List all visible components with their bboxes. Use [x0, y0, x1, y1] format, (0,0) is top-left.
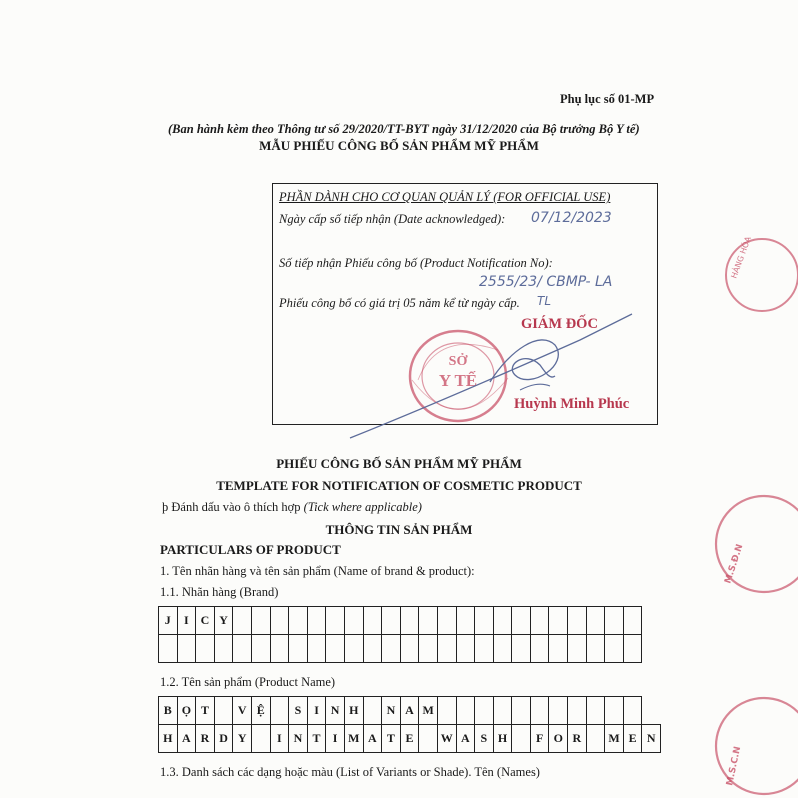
- grid-cell: [475, 607, 494, 635]
- grid-cell: Y: [214, 607, 233, 635]
- product-name-label: 1.2. Tên sản phẩm (Product Name): [160, 675, 336, 689]
- grid-cell: [382, 607, 401, 635]
- grid-cell: [512, 635, 531, 663]
- grid-cell: [623, 607, 642, 635]
- grid-cell: I: [307, 697, 326, 725]
- grid-cell: T: [382, 725, 401, 753]
- notification-title-vn: PHIẾU CÔNG BỐ SẢN PHẨM MỸ PHẨM: [276, 456, 522, 471]
- grid-cell: [512, 697, 531, 725]
- grid-cell: [605, 697, 624, 725]
- product-grid-row: [159, 697, 661, 725]
- grid-cell: M: [419, 697, 438, 725]
- grid-cell: [493, 607, 512, 635]
- grid-cell: A: [363, 725, 382, 753]
- grid-cell: [549, 607, 568, 635]
- signature-icon: [340, 290, 640, 450]
- grid-cell: H: [344, 697, 363, 725]
- grid-cell: A: [400, 697, 419, 725]
- grid-cell: [568, 697, 587, 725]
- variants-label: 1.3. Danh sách các dạng hoặc màu (List of Variants or Shade). Tên (Names): [160, 765, 540, 779]
- side-stamp-bottom-icon: [708, 690, 798, 798]
- grid-cell: S: [289, 697, 308, 725]
- grid-cell: [456, 635, 475, 663]
- grid-cell: S: [475, 725, 494, 753]
- grid-cell: [512, 607, 531, 635]
- validity-text: Phiếu công bố có giá trị 05 năm kể từ ngày cấp.: [279, 296, 520, 310]
- grid-cell: [326, 635, 345, 663]
- seal-center-text: Y TẾ: [438, 371, 478, 390]
- grid-cell: Y: [233, 725, 252, 753]
- grid-cell: [493, 697, 512, 725]
- grid-cell: J: [159, 607, 178, 635]
- grid-cell: [568, 635, 587, 663]
- grid-cell: [437, 697, 456, 725]
- grid-cell: [623, 635, 642, 663]
- grid-cell: C: [196, 607, 215, 635]
- grid-cell: [270, 635, 289, 663]
- grid-cell: N: [382, 697, 401, 725]
- grid-cell: [530, 697, 549, 725]
- grid-cell: [530, 635, 549, 663]
- grid-cell: [233, 607, 252, 635]
- grid-cell: [400, 635, 419, 663]
- grid-cell: [586, 607, 605, 635]
- side-stamp-mid-icon: [708, 484, 798, 604]
- grid-cell: [456, 697, 475, 725]
- side-stamp-top-text: HÀNG HÓA: [729, 235, 753, 280]
- grid-cell: [363, 635, 382, 663]
- grid-cell: A: [456, 725, 475, 753]
- date-acknowledged-value: 07/12/2023: [531, 210, 612, 226]
- grid-cell: [214, 697, 233, 725]
- grid-cell: R: [196, 725, 215, 753]
- grid-cell: [512, 725, 531, 753]
- seal-top-text: SỞ: [448, 354, 468, 369]
- form-title: MẪU PHIẾU CÔNG BỐ SẢN PHẨM MỸ PHẨM: [259, 138, 539, 153]
- grid-cell: R: [568, 725, 587, 753]
- grid-cell: [344, 635, 363, 663]
- grid-cell: [623, 697, 642, 725]
- grid-cell: E: [623, 725, 642, 753]
- grid-cell: M: [344, 725, 363, 753]
- grid-cell: H: [493, 725, 512, 753]
- grid-cell: [530, 607, 549, 635]
- tick-instruction-text: þ Đánh dấu vào ô thích hợp: [162, 500, 304, 514]
- brand-grid-row: [159, 607, 642, 635]
- notification-number-value: 2555/23/ CBMP- LA: [479, 274, 613, 290]
- product-name-grid: [158, 696, 661, 753]
- grid-cell: M: [605, 725, 624, 753]
- brand-product-label: 1. Tên nhãn hàng và tên sản phẩm (Name of brand & product):: [160, 564, 475, 578]
- grid-cell: D: [214, 725, 233, 753]
- grid-cell: [437, 635, 456, 663]
- grid-cell: I: [177, 607, 196, 635]
- tick-instruction: [162, 500, 422, 515]
- grid-cell: [270, 697, 289, 725]
- brand-grid-row: [159, 635, 642, 663]
- notification-number-label: Số tiếp nhận Phiếu công bố (Product Notification No):: [279, 256, 553, 270]
- brand-label: 1.1. Nhãn hàng (Brand): [160, 585, 279, 599]
- grid-cell: [475, 697, 494, 725]
- grid-cell: B: [159, 697, 178, 725]
- side-stamp-top-icon: [722, 235, 798, 315]
- grid-cell: [214, 635, 233, 663]
- grid-cell: [419, 635, 438, 663]
- grid-cell: [270, 607, 289, 635]
- grid-cell: [549, 635, 568, 663]
- grid-cell: [437, 607, 456, 635]
- grid-cell: T: [307, 725, 326, 753]
- grid-cell: [196, 635, 215, 663]
- grid-cell: [363, 607, 382, 635]
- grid-cell: N: [289, 725, 308, 753]
- grid-cell: [159, 635, 178, 663]
- grid-cell: Ệ: [251, 697, 270, 725]
- director-title: GIÁM ĐỐC: [521, 316, 598, 332]
- date-acknowledged-label: Ngày cấp số tiếp nhận (Date acknowledged):: [279, 212, 506, 226]
- grid-cell: [419, 607, 438, 635]
- grid-cell: [344, 607, 363, 635]
- grid-cell: O: [549, 725, 568, 753]
- signer-name: Huỳnh Minh Phúc: [514, 396, 630, 412]
- grid-cell: [605, 635, 624, 663]
- side-stamp-mid-text: M.S.Đ.N: [723, 543, 746, 585]
- grid-cell: [400, 607, 419, 635]
- brand-grid: [158, 606, 642, 663]
- grid-cell: [326, 607, 345, 635]
- grid-cell: H: [159, 725, 178, 753]
- grid-cell: [382, 635, 401, 663]
- grid-cell: [289, 635, 308, 663]
- notification-title-en: TEMPLATE FOR NOTIFICATION OF COSMETIC PRODUCT: [216, 478, 582, 493]
- grid-cell: N: [326, 697, 345, 725]
- grid-cell: [251, 635, 270, 663]
- grid-cell: [605, 607, 624, 635]
- grid-cell: [307, 635, 326, 663]
- grid-cell: [289, 607, 308, 635]
- issued-by-note: (Ban hành kèm theo Thông tư số 29/2020/TT-BYT ngày 31/12/2020 của Bộ trưởng Bộ Y tế): [168, 122, 640, 136]
- particulars-heading: PARTICULARS OF PRODUCT: [160, 542, 341, 557]
- grid-cell: [251, 725, 270, 753]
- grid-cell: Ọ: [177, 697, 196, 725]
- grid-cell: [177, 635, 196, 663]
- grid-cell: N: [642, 725, 661, 753]
- grid-cell: [251, 607, 270, 635]
- appendix-number: Phụ lục số 01-MP: [560, 92, 655, 106]
- grid-cell: W: [437, 725, 456, 753]
- grid-cell: [233, 635, 252, 663]
- grid-cell: V: [233, 697, 252, 725]
- grid-cell: [549, 697, 568, 725]
- grid-cell: [586, 697, 605, 725]
- grid-cell: [363, 697, 382, 725]
- grid-cell: A: [177, 725, 196, 753]
- grid-cell: E: [400, 725, 419, 753]
- grid-cell: [456, 607, 475, 635]
- grid-cell: [493, 635, 512, 663]
- grid-cell: [586, 635, 605, 663]
- grid-cell: [475, 635, 494, 663]
- grid-cell: I: [270, 725, 289, 753]
- tick-instruction-en: (Tick where applicable): [303, 500, 422, 514]
- product-grid-row: [159, 725, 661, 753]
- grid-cell: [586, 725, 605, 753]
- grid-cell: [419, 725, 438, 753]
- grid-cell: T: [196, 697, 215, 725]
- grid-cell: [307, 607, 326, 635]
- grid-cell: I: [326, 725, 345, 753]
- initial-mark: TL: [537, 294, 552, 308]
- side-stamp-bottom-text: M.S.C.N: [725, 745, 744, 787]
- grid-cell: [568, 607, 587, 635]
- product-info-heading: THÔNG TIN SẢN PHẨM: [325, 522, 473, 537]
- grid-cell: F: [530, 725, 549, 753]
- official-use-heading: PHẦN DÀNH CHO CƠ QUAN QUẢN LÝ (FOR OFFICIAL USE): [279, 190, 611, 204]
